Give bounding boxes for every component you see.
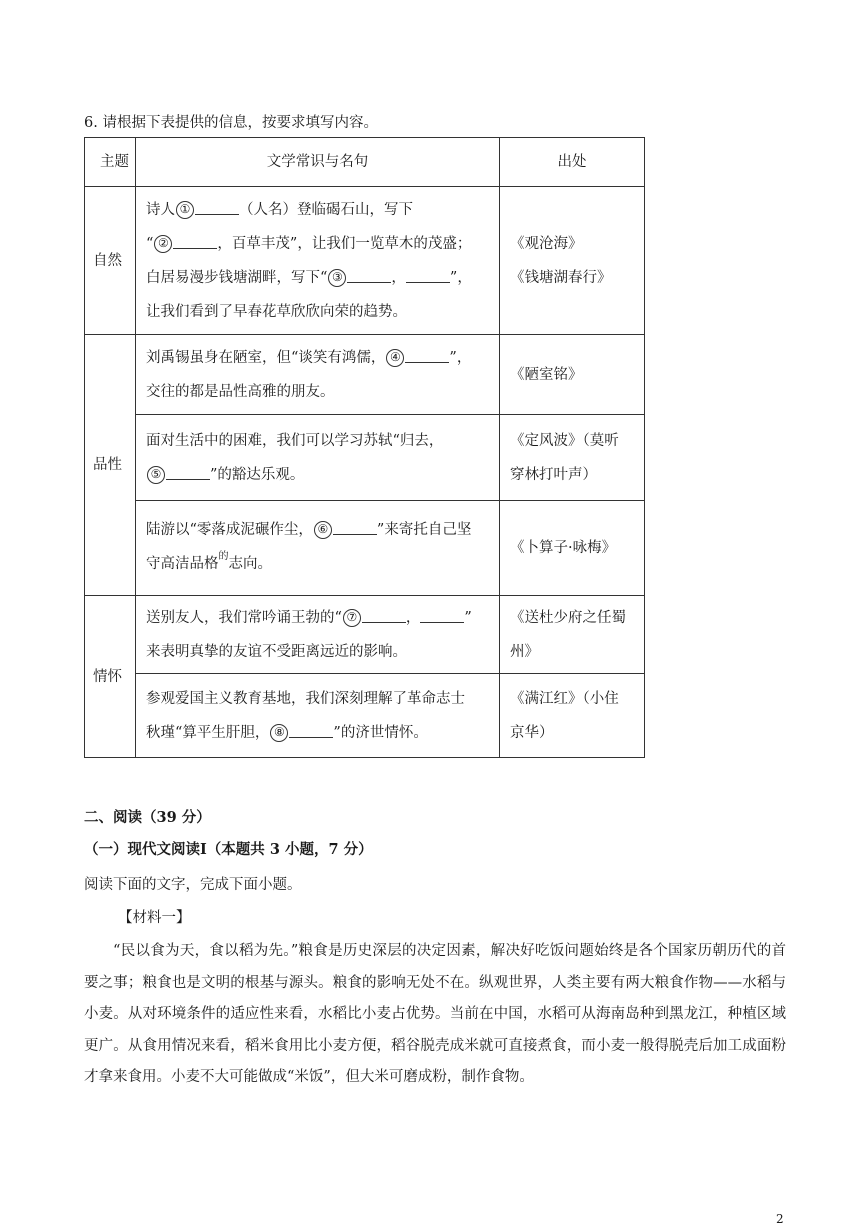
content-line: 守高洁品格$^的$志向。	[146, 551, 272, 572]
content-line: 来表明真挚的友谊不受距离远近的影响。	[146, 643, 407, 660]
header-knowledge: 文学常识与名句	[136, 138, 500, 187]
material-paragraph: “民以食为天，食以稻为先。”粮食是历史深层的决定因素，解决好吃饭问题始终是各个国家历朝历代的首要之事；粮食也是文明的根基与源头。粮食的影响无处不在。纵观世界，人类主要有两大粮食作物——水稻与小麦。从对环境条件的适应性来看，水稻比小麦占优势。当前在中国，水稻可从海南岛种到黑龙江，种植区域更广。从食用情况来看，稻米食用比小麦方便，稻谷脱壳成米就可直接煮食，而小麦一般得脱壳后加工成面粉才拿来食用。小麦不大可能做成“米饭”，但大米可磨成粉，制作食物。	[84, 943, 786, 1085]
blank-number-8: ⑧	[270, 724, 288, 742]
answer-blank[interactable]	[420, 608, 464, 623]
row-source: 《满江红》（小住 京华）	[500, 674, 645, 758]
content-line: ⑤ ”的豁达乐观。	[146, 458, 489, 492]
reading-instruction: 阅读下面的文字，完成下面小题。	[84, 877, 302, 893]
content-line: 参观爱国主义教育基地，我们深刻理解了革命志士	[146, 690, 465, 707]
row-source: 《送杜少府之任蜀 州》	[500, 596, 645, 674]
row-source: 《卜算子·咏梅》	[500, 501, 645, 596]
row-source: 《陋室铭》	[500, 335, 645, 415]
answer-blank[interactable]	[195, 200, 239, 215]
content-line: 陆游以“零落成泥碾作尘， ⑥ ”来寄托自己坚	[146, 522, 472, 538]
table-row	[85, 187, 645, 335]
answer-blank[interactable]	[166, 465, 210, 480]
content-line: “ ② ，百草丰茂”，让我们一览草木的茂盛；	[146, 235, 472, 252]
answer-blank[interactable]	[173, 234, 217, 249]
section-subheading: （一）现代文阅读I（本题共 3 小题，7 分）	[84, 841, 373, 858]
table-row	[85, 415, 645, 501]
blank-number-3: ③	[328, 269, 346, 287]
theme-character: 品性	[85, 335, 136, 596]
answer-blank[interactable]	[406, 268, 450, 283]
theme-feeling: 情怀	[85, 596, 136, 758]
table-row	[85, 501, 645, 596]
row-content	[136, 501, 500, 596]
answer-blank[interactable]	[362, 608, 406, 623]
row-content	[136, 335, 500, 415]
row-content	[136, 415, 500, 501]
row-content	[136, 187, 500, 335]
table-row	[85, 335, 645, 415]
content-line: 诗人 ① （人名）登临碣石山，写下	[146, 201, 413, 218]
blank-number-6: ⑥	[314, 521, 332, 539]
content-line: 交往的都是品性高雅的朋友。	[146, 383, 335, 400]
theme-nature: 自然	[85, 187, 136, 335]
material-label: 【材料一】	[118, 910, 191, 926]
row-source: 《观沧海》 《钱塘湖春行》	[500, 187, 645, 335]
content-line: 白居易漫步钱塘湖畔，写下“ ③ ， ”，	[146, 269, 472, 286]
answer-blank[interactable]	[333, 520, 377, 535]
answer-blank[interactable]	[289, 723, 333, 738]
header-source: 出处	[500, 138, 645, 187]
row-content	[136, 674, 500, 758]
blank-number-1: ①	[176, 201, 194, 219]
table-header-row	[85, 138, 645, 187]
content-line: 刘禹锡虽身在陋室，但“谈笑有鸿儒， ④ ”，	[146, 349, 472, 366]
row-content	[136, 596, 500, 674]
content-line: 让我们看到了早春花草欣欣向荣的趋势。	[146, 303, 407, 320]
content-line: 秋瑾“算平生肝胆， ⑧ ”的济世情怀。	[146, 724, 428, 741]
answer-blank[interactable]	[347, 268, 391, 283]
page-number: 2	[776, 1212, 784, 1226]
blank-number-2: ②	[154, 235, 172, 253]
blank-number-4: ④	[386, 349, 404, 367]
blank-number-5: ⑤	[147, 466, 165, 484]
question-title: 6. 请根据下表提供的信息，按要求填写内容。	[84, 115, 378, 131]
content-line: 面对生活中的困难，我们可以学习苏轼“归去，	[146, 432, 444, 449]
row-source: 《定风波》（莫听 穿林打叶声）	[500, 415, 645, 501]
content-line: 送别友人，我们常吟诵王勃的“ ⑦ ， ”	[146, 609, 472, 626]
header-theme: 主题	[85, 138, 136, 187]
literature-table	[84, 137, 645, 758]
table-row	[85, 596, 645, 674]
section-heading: 二、阅读（39 分）	[84, 809, 211, 826]
blank-number-7: ⑦	[343, 609, 361, 627]
answer-blank[interactable]	[405, 348, 449, 363]
table-row	[85, 674, 645, 758]
